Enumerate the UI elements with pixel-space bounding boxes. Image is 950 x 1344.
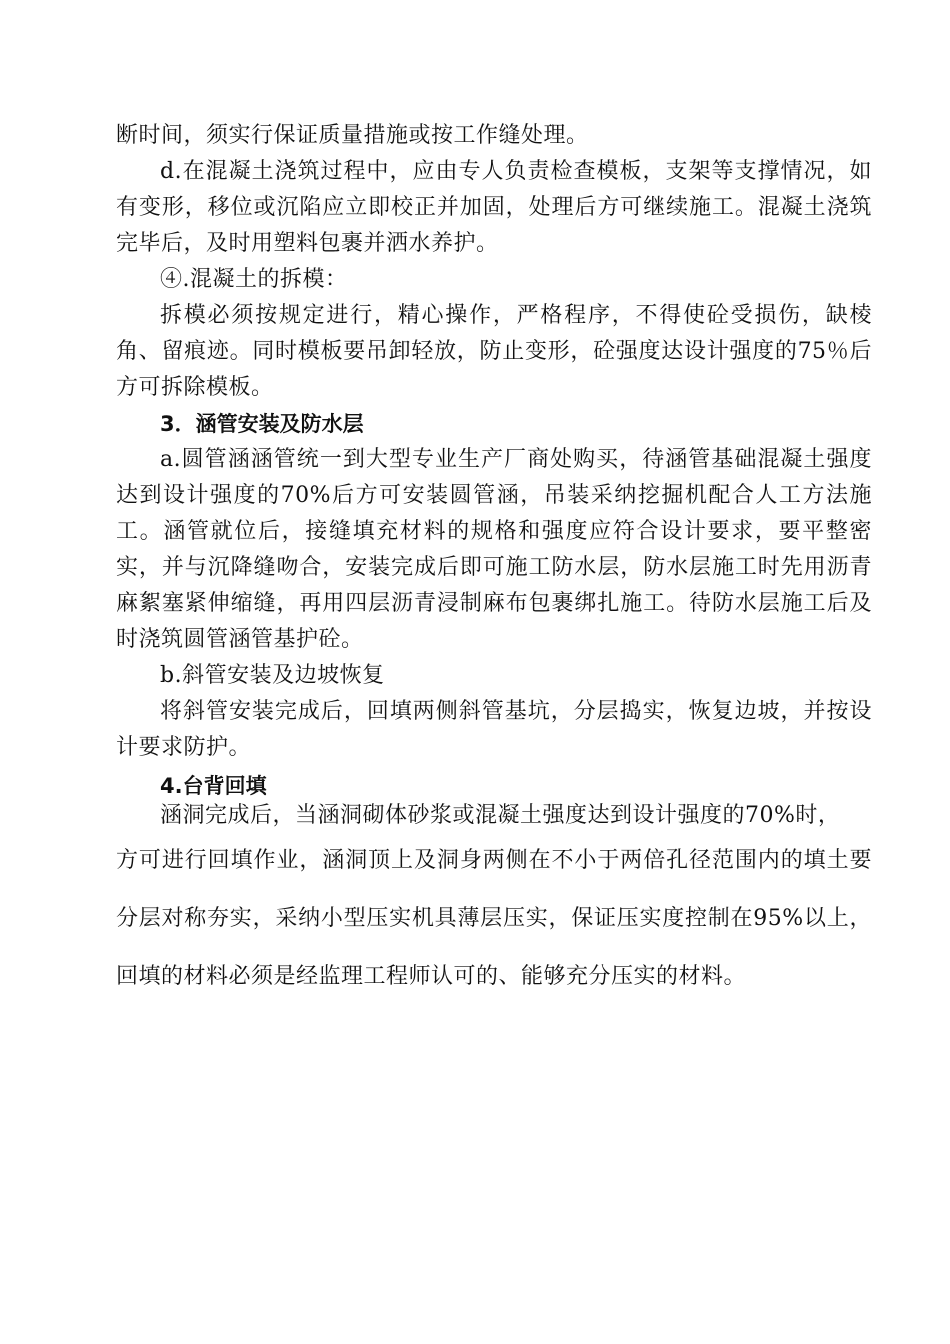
paragraph-inclined-pipe: 将斜管安装完成后，回填两侧斜管基坑，分层捣实，恢复边坡，并按设计要求防护。 <box>116 699 872 760</box>
subheading-inclined-pipe: b.斜管安装及边坡恢复 <box>160 663 385 688</box>
paragraph-backfill: 方可进行回填作业，涵洞顶上及洞身两侧在不小于两倍孔径范围内的填土要分层对称夯实，采纳小型压实机具薄层压实，保证压实度控制在95%以上，回填的材料必须是经监理工程师认可的、能够充分压实的材料。 <box>116 848 872 989</box>
section-heading-culvert-installation: 3．涵管安装及防水层 <box>160 412 364 436</box>
section-heading-backfill: 4.台背回填 <box>160 774 267 798</box>
document-body <box>116 118 872 1006</box>
paragraph-formwork-removal: 拆模必须按规定进行，精心操作，严格程序，不得使砼受损伤，缺棱角、留痕迹。同时模板要吊卸轻放，防止变形，砼强度达设计强度的75％后方可拆除模板。 <box>116 303 872 400</box>
paragraph-backfill-first-line: 涵洞完成后，当涵洞砌体砂浆或混凝土强度达到设计强度的70%时， <box>160 803 841 828</box>
paragraph-pipe-culvert: a.圆管涵涵管统一到大型专业生产厂商处购买，待涵管基础混凝土强度达到设计强度的70%后方可安装圆管涵，吊装采纳挖掘机配合人工方法施工。涵管就位后，接缝填充材料的规格和强度应符合设计要求，要平整密实，并与沉降缝吻合，安装完成后即可施工防水层，防水层施工时先用沥青麻絮塞紧伸缩缝，再用四层沥青浸制麻布包裹绑扎施工。待防水层施工后及时浇筑圆管涵管基护砼。 <box>116 447 872 652</box>
subheading-formwork-removal: ④.混凝土的拆模： <box>160 267 348 292</box>
paragraph-continuation: 断时间，须实行保证质量措施或按工作缝处理。 <box>116 123 589 148</box>
paragraph-formwork-inspection: d.在混凝土浇筑过程中，应由专人负责检查模板，支架等支撑情况，如有变形，移位或沉陷应立即校正并加固，处理后方可继续施工。混凝土浇筑完毕后，及时用塑料包裹并洒水养护。 <box>116 159 872 256</box>
